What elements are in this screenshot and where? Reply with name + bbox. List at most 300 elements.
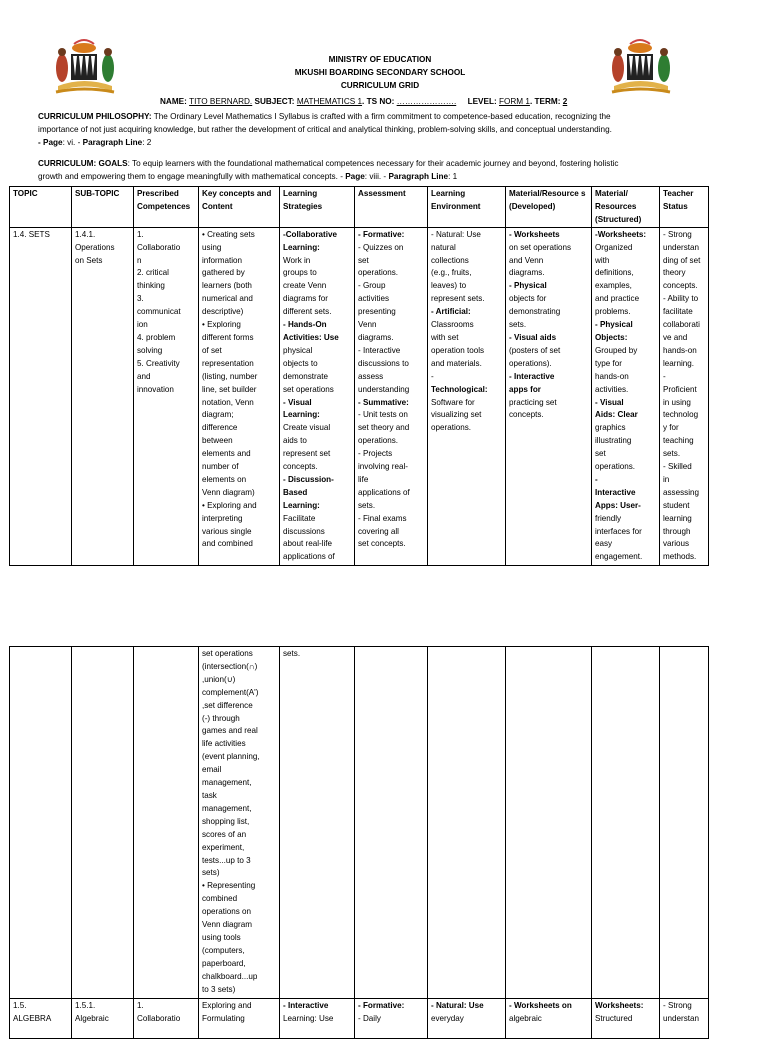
column-header: Learning Strategies (280, 187, 355, 228)
cell-line: - (431, 371, 434, 381)
subtopic-cell (72, 999, 134, 1039)
cell-line: groups to (283, 268, 317, 278)
cell-line: easy (595, 539, 613, 549)
cell-line: applications of (358, 487, 410, 497)
cell-line: paperboard, (202, 958, 246, 968)
cell-line: ALGEBRA (13, 1013, 52, 1023)
cell-line: descriptive) (202, 307, 244, 317)
cell-line: - Physical (595, 320, 633, 330)
cell-line: discussions to (358, 358, 409, 368)
cell-line: set operations (202, 649, 253, 658)
cell-line: different sets. (283, 307, 332, 317)
cell-line: Learning: (283, 410, 320, 420)
cell-line: on Sets (75, 255, 103, 265)
cell-line: difference (202, 423, 238, 433)
cell-line: -Collaborative (283, 229, 337, 239)
table-row (10, 999, 709, 1039)
strategies-cell (280, 999, 355, 1039)
term-label: TERM: (534, 97, 561, 106)
cell-line: ,set difference (202, 700, 253, 710)
competences-cell (134, 999, 199, 1039)
goals-label: CURRICULUM: GOALS (38, 159, 128, 168)
cell-line: Exploring and (202, 1001, 252, 1010)
name-label: NAME: (160, 97, 187, 106)
cell-line: set theory and (358, 423, 410, 433)
cell-line: complement(A') (202, 687, 259, 697)
level-value: FORM 1 (499, 97, 530, 106)
philosophy-ref-para-label: Paragraph Line (82, 138, 143, 147)
strategies-cell (280, 647, 355, 999)
cell-line: visualizing set (431, 410, 482, 420)
cell-line: set concepts. (358, 539, 406, 549)
cell-line: - Projects (358, 449, 393, 459)
cell-line: facilitate (663, 307, 693, 317)
cell-line: Technological: (431, 384, 488, 394)
cell-line: to 3 sets) (202, 984, 236, 994)
ts-value: …………………. (396, 97, 457, 106)
column-header: TOPIC (10, 187, 72, 228)
cell-line: scores of an (202, 829, 247, 839)
developed-resources-cell (506, 999, 592, 1039)
cell-line: • Creating sets (202, 229, 255, 239)
cell-line: operations. (358, 436, 399, 446)
cell-line: - Artificial: (431, 307, 471, 317)
cell-line: 3. (137, 294, 144, 304)
cell-line: management, (202, 803, 252, 813)
cell-line: using tools (202, 932, 241, 942)
cell-line: learners (both (202, 281, 252, 291)
cell-line: life activities (202, 739, 246, 749)
philosophy-line-2: importance of not just acquiring knowledge, but rather the development of critical and analytical thinking, problem-solving skills, and conceptual understanding. (38, 125, 612, 134)
curriculum-grid-table (9, 186, 709, 566)
cell-line: create Venn (283, 281, 327, 291)
strategies-cell (280, 227, 355, 565)
cell-line: ding of set (663, 255, 701, 265)
cell-line: Apps: User- (595, 500, 641, 510)
cell-line: innovation (137, 384, 174, 394)
cell-line: - (663, 371, 666, 381)
cell-line: Proficient (663, 384, 697, 394)
cell-line: Create visual (283, 423, 331, 433)
cell-line: operations on (202, 907, 252, 917)
environment-cell (428, 999, 506, 1039)
cell-line: in using (663, 397, 691, 407)
cell-line: Organized (595, 242, 633, 252)
cell-line: Worksheets: (595, 1001, 644, 1010)
cell-line: and practice (595, 294, 640, 304)
cell-line: 1.5.1. (75, 1001, 96, 1010)
cell-line: sets. (509, 320, 527, 330)
cell-line: Venn diagram (202, 920, 252, 930)
cell-line: discussions (283, 526, 325, 536)
cell-line: various (663, 539, 690, 549)
cell-line: information (202, 255, 243, 265)
cell-line: ve and (663, 332, 688, 342)
document-title: CURRICULUM GRID (340, 81, 420, 90)
cell-line: interfaces for (595, 526, 642, 536)
column-header: Prescribed Competences (134, 187, 199, 228)
cell-line: everyday (431, 1013, 464, 1023)
cell-line: - Visual (283, 397, 312, 407)
cell-line: activities (358, 294, 390, 304)
cell-line: and materials. (431, 358, 482, 368)
cell-line: Aids: Clear (595, 410, 638, 420)
cell-line: Classrooms (431, 320, 474, 330)
environment-cell (428, 647, 506, 999)
cell-line: diagrams for (283, 294, 328, 304)
cell-line: concepts. (509, 410, 544, 420)
cell-line: represent sets. (431, 294, 485, 304)
cell-line: (-) through (202, 713, 240, 723)
cell-line: objects to (283, 358, 318, 368)
cell-line: 1.5. (13, 1001, 27, 1010)
cell-line: Based (283, 487, 308, 497)
philosophy-ref-para: : 2 (142, 138, 152, 147)
cell-line: operation tools (431, 345, 485, 355)
teacher-status-cell (660, 999, 709, 1039)
cell-line: 5. Creativity (137, 358, 180, 368)
cell-line: natural (431, 242, 456, 252)
cell-line: graphics (595, 423, 626, 433)
curriculum-goals (38, 157, 740, 183)
cell-line: and Venn (509, 255, 544, 265)
cell-line: (e.g., fruits, (431, 268, 472, 278)
cell-line: through (663, 526, 691, 536)
environment-cell (428, 227, 506, 565)
cell-line: interpreting (202, 513, 243, 523)
cell-line: objects for (509, 294, 547, 304)
term-value: 2 (562, 97, 568, 106)
cell-line: presenting (358, 307, 396, 317)
cell-line: gathered by (202, 268, 245, 278)
cell-line: Learning: (283, 500, 320, 510)
cell-line: problems. (595, 307, 631, 317)
cell-line: 4. problem (137, 332, 176, 342)
cell-line: Learning: Use (283, 1013, 334, 1023)
concepts-cell (199, 999, 280, 1039)
column-header: Key concepts and Content (199, 187, 280, 228)
subject-value: MATHEMATICS 1 (296, 97, 363, 106)
cell-line: elements on (202, 474, 247, 484)
cell-line: activities. (595, 384, 629, 394)
cell-line: diagram; (202, 410, 234, 420)
cell-line: - Interactive (509, 371, 555, 381)
column-header: Teacher Status (660, 187, 709, 228)
cell-line: -Worksheets: (595, 229, 647, 239)
cell-line: (listing, number (202, 371, 258, 381)
cell-line: operations. (358, 268, 399, 278)
cell-line: (intersection(∩) (202, 661, 258, 671)
cell-line: Structured (595, 1013, 633, 1023)
cell-line: - Summative: (358, 397, 409, 407)
cell-line: - Daily (358, 1013, 381, 1023)
cell-line: sets. (283, 649, 301, 658)
cell-line: - Worksheets (509, 229, 560, 239)
school-name: MKUSHI BOARDING SECONDARY SCHOOL (294, 68, 466, 77)
cell-line: number of (202, 462, 239, 472)
cell-line: 1.4.1. (75, 229, 96, 239)
coat-of-arms-left-icon (44, 38, 126, 98)
cell-line: methods. (663, 552, 697, 562)
subtopic-cell (72, 227, 134, 565)
cell-line: Venn diagram) (202, 487, 255, 497)
goals-ref-page-label: Page (345, 172, 365, 181)
cell-line: - Visual (595, 397, 624, 407)
cell-line: about real-life (283, 539, 333, 549)
cell-line: different forms (202, 332, 254, 342)
cell-line: - Visual aids (509, 332, 557, 342)
cell-line: Operations (75, 242, 115, 252)
cell-line: management, (202, 778, 252, 788)
cell-line: - Final exams (358, 513, 407, 523)
cell-line: email (202, 765, 222, 775)
cell-line: Facilitate (283, 513, 316, 523)
goals-ref-para-label: Paragraph Line (388, 172, 449, 181)
cell-line: assessing (663, 487, 699, 497)
cell-line: - Discussion- (283, 474, 334, 484)
cell-line: sets. (358, 500, 376, 510)
cell-line: hands-on (595, 371, 629, 381)
cell-line: demonstrating (509, 307, 561, 317)
concepts-cell (199, 227, 280, 565)
cell-line: (event planning, (202, 752, 260, 762)
cell-line: between (202, 436, 233, 446)
cell-line: on set operations (509, 242, 572, 252)
cell-line: hands-on (663, 345, 697, 355)
cell-line: understan (663, 1013, 699, 1023)
column-header: SUB-TOPIC (72, 187, 134, 228)
goals-ref-para: : 1 (448, 172, 458, 181)
cell-line: Learning: (283, 242, 320, 252)
cell-line: engagement. (595, 552, 643, 562)
subject-label: SUBJECT: (254, 97, 295, 106)
topic-cell (10, 999, 72, 1039)
cell-line: illustrating (595, 436, 632, 446)
philosophy-ref-page-label: - Page (38, 138, 63, 147)
cell-line: - Interactive (358, 345, 401, 355)
cell-line: apps for (509, 384, 541, 394)
column-header: Material/ Resources (Structured) (592, 187, 660, 228)
ministry-title: MINISTRY OF EDUCATION (328, 55, 432, 64)
cell-line: life (358, 474, 369, 484)
philosophy-line-1: The Ordinary Level Mathematics I Syllabus is crafted with a firm commitment to competence-based education, recognizing the (153, 112, 611, 121)
cell-line: - Natural: Use (431, 1001, 484, 1010)
cell-line: - Strong (663, 229, 692, 239)
structured-resources-cell (592, 647, 660, 999)
cell-line: - Formative: (358, 1001, 405, 1010)
cell-line: teaching (663, 436, 694, 446)
cell-line: friendly (595, 513, 622, 523)
assessment-cell (355, 647, 428, 999)
cell-line: of set (202, 345, 222, 355)
cell-line: Collaboratio (137, 1013, 181, 1023)
cell-line: tests...up to 3 (202, 855, 251, 865)
cell-line: covering all (358, 526, 399, 536)
cell-line: Work in (283, 255, 311, 265)
cell-line: in (663, 474, 670, 484)
cell-line: Software for (431, 397, 475, 407)
cell-line: Formulating (202, 1013, 245, 1023)
goals-line-2: growth and empowering them to engage meaningfully with mathematical concepts. - (38, 172, 343, 181)
cell-line: physical (283, 345, 313, 355)
goals-ref-page: : viii. - (364, 172, 387, 181)
table-row (10, 647, 709, 999)
cell-line: Venn (358, 320, 377, 330)
cell-line: student (663, 500, 690, 510)
cell-line: • Exploring and (202, 500, 257, 510)
cell-line: represent set (283, 449, 331, 459)
cell-line: ion (137, 320, 148, 330)
coat-of-arms-right-icon (600, 38, 682, 98)
cell-line: - Worksheets on (509, 1001, 572, 1010)
cell-line: aids to (283, 436, 307, 446)
cell-line: numerical and (202, 294, 253, 304)
cell-line: Interactive (595, 487, 636, 497)
teacher-status-cell (660, 227, 709, 565)
cell-line: collaborati (663, 320, 700, 330)
cell-line: 1. (137, 229, 144, 239)
cell-line: - Interactive (283, 1001, 329, 1010)
cell-line: - (595, 474, 598, 484)
cell-line: applications of (283, 552, 335, 562)
cell-line: 2. critical (137, 268, 169, 278)
cell-line: involving real- (358, 462, 408, 472)
cell-line: • Representing (202, 881, 256, 891)
cell-line: shopping list, (202, 816, 250, 826)
philosophy-label: CURRICULUM PHILOSOPHY: (38, 112, 152, 121)
cell-line: understan (663, 242, 699, 252)
cell-line: ,union(∪) (202, 674, 236, 684)
developed-resources-cell (506, 647, 592, 999)
cell-line: concepts. (283, 462, 318, 472)
cell-line: experiment, (202, 842, 245, 852)
cell-line: - Hands-On (283, 320, 327, 330)
cell-line: various single (202, 526, 252, 536)
cell-line: operations. (595, 462, 636, 472)
cell-line: understanding (358, 384, 410, 394)
cell-line: task (202, 790, 217, 800)
cell-line: • Exploring (202, 320, 241, 330)
cell-line: operations). (509, 358, 552, 368)
assessment-cell (355, 227, 428, 565)
cell-line: solving (137, 345, 163, 355)
cell-line: set (358, 255, 369, 265)
cell-line: concepts. (663, 281, 698, 291)
topic-cell (10, 227, 72, 565)
document-header (200, 53, 560, 92)
cell-line: (posters of set (509, 345, 561, 355)
assessment-cell (355, 999, 428, 1039)
cell-line: notation, Venn (202, 397, 254, 407)
cell-line: leaves) to (431, 281, 467, 291)
cell-line: type for (595, 358, 622, 368)
cell-line: y for (663, 423, 679, 433)
cell-line: (computers, (202, 945, 245, 955)
subtopic-cell (72, 647, 134, 999)
concepts-cell (199, 647, 280, 999)
ts-label: TS NO: (366, 97, 395, 106)
cell-line: demonstrate (283, 371, 328, 381)
cell-line: line, set builder (202, 384, 257, 394)
cell-line: - Strong (663, 1001, 692, 1010)
goals-line-1: : To equip learners with the foundational mathematical competences necessary for their academic journey and beyond, fostering holistic (127, 159, 619, 168)
cell-line: sets) (202, 868, 220, 878)
competences-cell (134, 227, 199, 565)
cell-line: thinking (137, 281, 165, 291)
cell-line: - Quizzes on (358, 242, 404, 252)
cell-line: examples, (595, 281, 632, 291)
cell-line: collections (431, 255, 469, 265)
cell-line: diagrams. (358, 332, 394, 342)
cell-line: practicing set (509, 397, 557, 407)
structured-resources-cell (592, 227, 660, 565)
column-header: Material/Resource s (Developed) (506, 187, 592, 228)
cell-line: sets. (663, 449, 681, 459)
cell-line: representation (202, 358, 254, 368)
cell-line: elements and (202, 449, 251, 459)
cell-line: Objects: (595, 332, 628, 342)
cell-line: operations. (431, 423, 472, 433)
cell-line: communicat (137, 307, 181, 317)
teacher-info-line: NAME: TITO BERNARD. SUBJECT: MATHEMATICS 1. TS NO: …………………. LEVEL: FORM 1. TERM: 2 (160, 97, 568, 106)
curriculum-grid-table-continued (9, 646, 709, 1039)
cell-line: technolog (663, 410, 699, 420)
cell-line: Collaboratio (137, 242, 181, 252)
cell-line: Grouped by (595, 345, 638, 355)
cell-line: algebraic (509, 1013, 542, 1023)
column-header: Learning Environment (428, 187, 506, 228)
developed-resources-cell (506, 227, 592, 565)
cell-line: learning (663, 513, 692, 523)
name-value: TITO BERNARD. (189, 97, 253, 106)
cell-line: using (202, 242, 222, 252)
cell-line: with (595, 255, 610, 265)
level-label: LEVEL: (467, 97, 497, 106)
cell-line: with set (431, 332, 459, 342)
cell-line: Activities: Use (283, 332, 339, 342)
cell-line: Algebraic (75, 1013, 109, 1023)
cell-line: and combined (202, 539, 253, 549)
competences-cell (134, 647, 199, 999)
cell-line: - Natural: Use (431, 229, 481, 239)
cell-line: - Unit tests on (358, 410, 408, 420)
cell-line: - Skilled (663, 462, 692, 472)
curriculum-philosophy (38, 110, 740, 149)
topic-cell (10, 647, 72, 999)
cell-line: set (595, 449, 606, 459)
cell-line: n (137, 255, 142, 265)
cell-line: diagrams. (509, 268, 545, 278)
cell-line: learning. (663, 358, 695, 368)
cell-line: - Group (358, 281, 386, 291)
cell-line: - Ability to (663, 294, 699, 304)
cell-line: and (137, 371, 151, 381)
cell-line: games and real (202, 726, 258, 736)
cell-line: set operations (283, 384, 334, 394)
topic-text: 1.4. SETS (13, 229, 50, 239)
cell-line: definitions, (595, 268, 634, 278)
table-row (10, 227, 709, 565)
column-header: Assessment (355, 187, 428, 228)
structured-resources-cell (592, 999, 660, 1039)
cell-line: - Physical (509, 281, 547, 291)
cell-line: 1. (137, 1001, 144, 1010)
philosophy-ref-page: : vi. - (62, 138, 81, 147)
cell-line: chalkboard...up (202, 971, 258, 981)
teacher-status-cell (660, 647, 709, 999)
cell-line: assess (358, 371, 384, 381)
table-header-row (10, 187, 709, 228)
